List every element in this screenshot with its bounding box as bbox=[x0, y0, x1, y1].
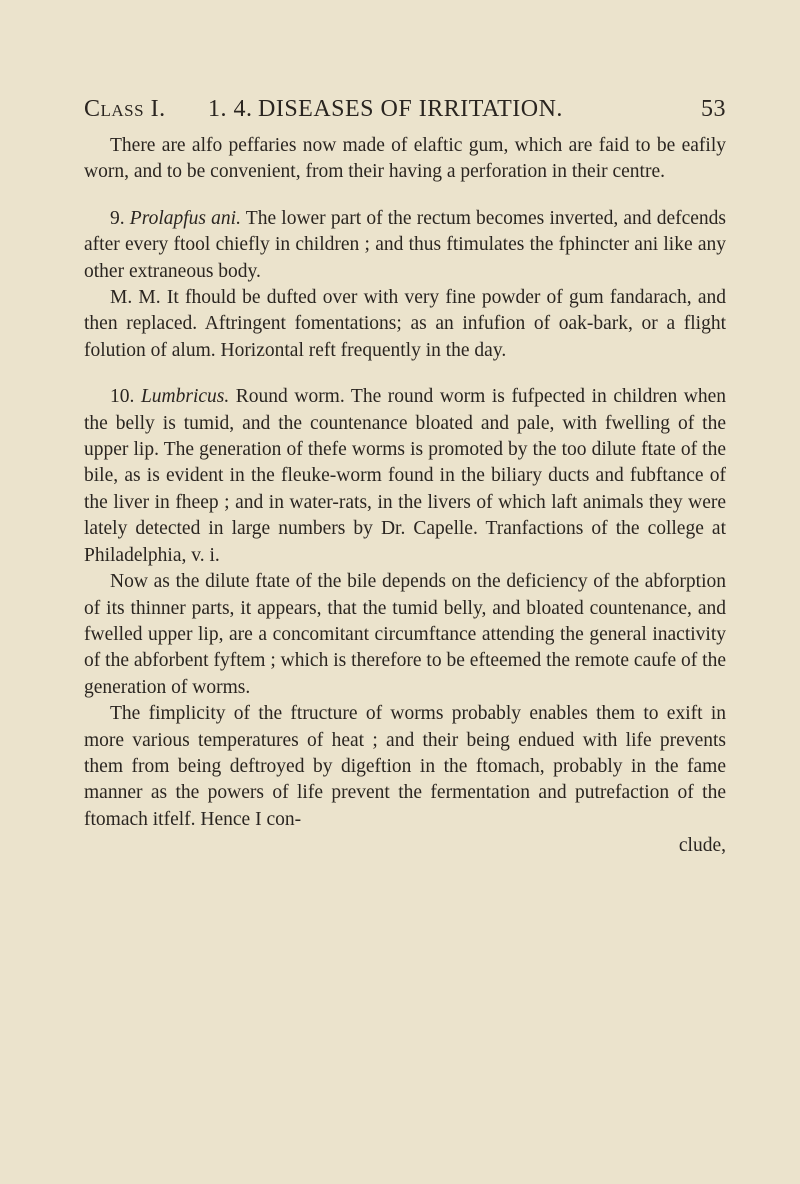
disease-heading: Prolapfus ani. bbox=[129, 207, 241, 229]
paragraph-dilute-bile: Now as the dilute ftate of the bile depends on the deficiency of the abforption of its thinner parts, it appears, that the tumid belly, and bloated countenance, and fwelled upper lip, are a concomitant circumftance attending the general inactivity of the abforbent fyftem ; which is therefore to be efteemed the remote caufe of the generation of worms. bbox=[84, 571, 726, 698]
header-section-number: 1. 4. bbox=[208, 96, 253, 122]
paragraph-method-of-medicine: M. M. It fhould be dufted over with very fine powder of gum fandarach, and then replaced. Aftringent fomentations; as an infufion of oak-bark, or a flight folution of alum. Horizontal reft frequently in the day. bbox=[84, 287, 726, 361]
paragraph-lumbricus bbox=[84, 384, 726, 569]
paragraph-simplicity-of-worms: The fimplicity of the ftructure of worms probably enables them to exift in more various temperatures of heat ; and their being endued with life prevents them from being deftroyed by digeftion in the ftomach, probably in the fame manner as the powers of life prevent the fermentation and putrefaction of the ftomach itfelf. Hence I con- bbox=[84, 703, 726, 830]
section-number: 10. bbox=[110, 386, 135, 408]
section-number: 9. bbox=[110, 207, 125, 229]
disease-heading: Lumbricus. bbox=[140, 386, 230, 408]
header-title: DISEASES OF IRRITATION. bbox=[258, 96, 563, 122]
header-class-label: Class I. bbox=[84, 96, 166, 122]
running-header bbox=[84, 96, 726, 126]
paragraph-pessaries: There are alfo peffaries now made of elaftic gum, which are faid to be eafily worn, and to be convenient, from their having a perforation in their centre. bbox=[84, 135, 726, 183]
paragraph-text: Round worm. The round worm is fufpected in children when the belly is tumid, and the countenance bloated and pale, with fwelling of the upper lip. The generation of thefe worms is promoted by the too dilute ftate of the bile, as is evident in the fleuke-worm found in the biliary ducts and fubftance of the liver in fheep ; and in water-rats, in the livers of which laft animals they were lately detected in large numbers by Dr. Capelle. Tranfactions of the college at Philadelphia, v. i. bbox=[84, 386, 727, 566]
body-text bbox=[84, 133, 726, 860]
catchword: clude, bbox=[678, 835, 726, 857]
page-number: 53 bbox=[701, 96, 726, 122]
paragraph-text: The lower part of the rectum becomes inverted, and defcends after every ftool chiefly in children ; and thus ftimulates the fphincter ani like any other extraneous body. bbox=[84, 207, 726, 282]
paragraph-prolapsus bbox=[84, 206, 726, 285]
